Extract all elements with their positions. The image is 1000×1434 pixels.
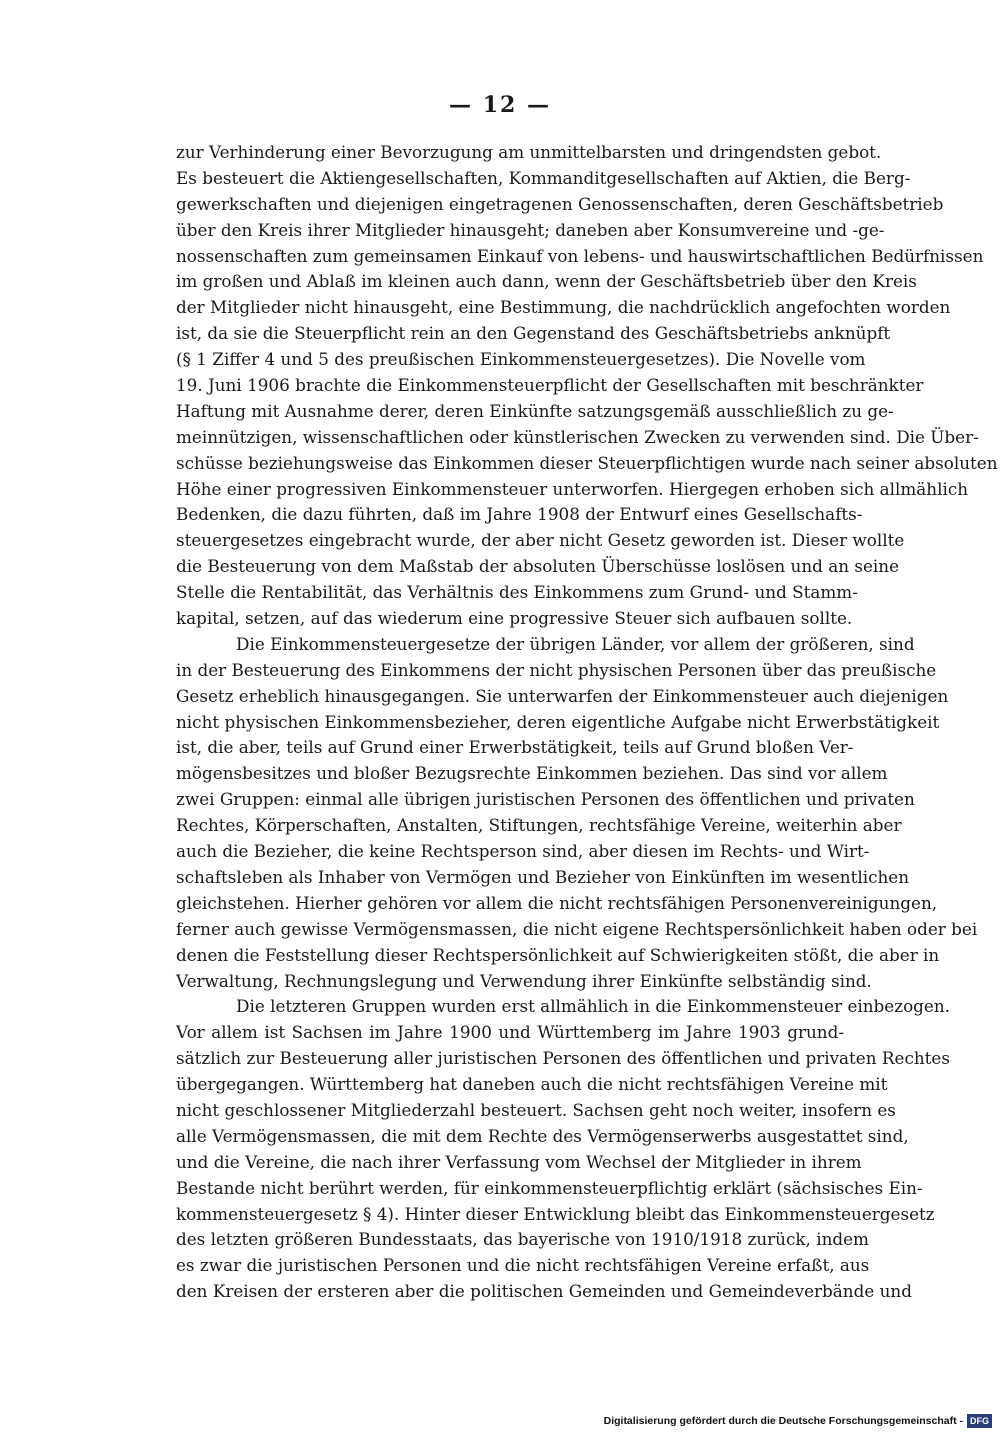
text-line: Die letzteren Gruppen wurden erst allmählich in die Einkommensteuer einbezogen. bbox=[236, 996, 950, 1017]
page-number: — 12 — bbox=[449, 92, 551, 118]
text-line: Höhe einer progressiven Einkommensteuer unterworfen. Hiergegen erhoben sich allmählich bbox=[176, 478, 969, 499]
text-line: es zwar die juristischen Personen und die nicht rechtsfähigen Vereine erfaßt, aus bbox=[176, 1255, 870, 1276]
text-line: gewerkschaften und diejenigen eingetragenen Genossenschaften, deren Geschäftsbetrieb bbox=[176, 193, 944, 214]
text-line: ist, da sie die Steuerpflicht rein an den Gegenstand des Geschäftsbetriebs anknüpft bbox=[176, 323, 891, 344]
text-line: Es besteuert die Aktiengesellschaften, Kommanditgesellschaften auf Aktien, die Berg- bbox=[176, 167, 911, 188]
text-line: auch die Bezieher, die keine Rechtsperson sind, aber diesen im Rechts- und Wirt- bbox=[176, 841, 870, 862]
digitization-credit bbox=[604, 1414, 992, 1428]
text-line: mögensbesitzes und bloßer Bezugsrechte Einkommen beziehen. Das sind vor allem bbox=[176, 763, 888, 784]
text-line: im großen und Ablaß im kleinen auch dann, wenn der Geschäftsbetrieb über den Kreis bbox=[176, 271, 917, 292]
text-line: Gesetz erheblich hinausgegangen. Sie unterwarfen der Einkommensteuer auch diejenigen bbox=[176, 685, 949, 706]
text-line: nicht geschlossener Mitgliederzahl besteuert. Sachsen geht noch weiter, insofern es bbox=[176, 1099, 896, 1120]
text-line: alle Vermögensmassen, die mit dem Rechte des Vermögenserwerbs ausgestattet sind, bbox=[176, 1125, 909, 1146]
text-line: des letzten größeren Bundesstaats, das bayerische von 1910/1918 zurück, indem bbox=[176, 1229, 869, 1250]
text-line: übergegangen. Württemberg hat daneben auch die nicht rechtsfähigen Vereine mit bbox=[176, 1074, 888, 1095]
text-line: kommensteuergesetz § 4). Hinter dieser Entwicklung bleibt das Einkommensteuergesetz bbox=[176, 1203, 935, 1224]
text-line: zwei Gruppen: einmal alle übrigen juristischen Personen des öffentlichen und privaten bbox=[176, 789, 915, 810]
dfg-logo: DFG bbox=[967, 1414, 992, 1428]
text-line: (§ 1 Ziffer 4 und 5 des preußischen Einkommensteuergesetzes). Die Novelle vom bbox=[176, 349, 866, 370]
text-line: nicht physischen Einkommensbezieher, deren eigentliche Aufgabe nicht Erwerbstätigkeit bbox=[176, 711, 940, 732]
text-line: schüsse beziehungsweise das Einkommen dieser Steuerpflichtigen wurde nach seiner absoluten bbox=[176, 452, 998, 473]
digitization-credit-text: Digitalisierung gefördert durch die Deutsche Forschungsgemeinschaft - bbox=[603, 1415, 963, 1427]
text-line: Rechtes, Körperschaften, Anstalten, Stiftungen, rechtsfähige Vereine, weiterhin aber bbox=[176, 815, 902, 836]
text-line: steuergesetzes eingebracht wurde, der aber nicht Gesetz geworden ist. Dieser wollte bbox=[176, 530, 905, 551]
text-line: gleichstehen. Hierher gehören vor allem die nicht rechtsfähigen Personenvereinigungen, bbox=[176, 892, 938, 913]
text-line: 19. Juni 1906 brachte die Einkommensteuerpflicht der Gesellschaften mit beschränkter bbox=[176, 375, 924, 396]
text-line: meinnützigen, wissenschaftlichen oder künstlerischen Zwecken zu verwenden sind. Die Über- bbox=[176, 426, 979, 447]
text-line: Bedenken, die dazu führten, daß im Jahre 1908 der Entwurf eines Gesellschafts- bbox=[176, 504, 863, 525]
text-line: nossenschaften zum gemeinsamen Einkauf von lebens- und hauswirtschaftlichen Bedürfnissen bbox=[176, 245, 984, 266]
text-line: in der Besteuerung des Einkommens der nicht physischen Personen über das preußische bbox=[176, 659, 937, 680]
text-line: der Mitglieder nicht hinausgeht, eine Bestimmung, die nachdrücklich angefochten worden bbox=[176, 297, 951, 318]
text-line: Die Einkommensteuergesetze der übrigen Länder, vor allem der größeren, sind bbox=[236, 633, 915, 654]
text-line: Verwaltung, Rechnungslegung und Verwendung ihrer Einkünfte selbständig sind. bbox=[176, 970, 872, 991]
text-line bbox=[176, 1305, 844, 1331]
text-line: Haftung mit Ausnahme derer, deren Einkünfte satzungsgemäß ausschließlich zu ge- bbox=[176, 400, 894, 421]
text-line: die Besteuerung von dem Maßstab der absoluten Überschüsse loslösen und an seine bbox=[176, 556, 900, 577]
text-line: Stelle die Rentabilität, das Verhältnis des Einkommens zum Grund- und Stamm- bbox=[176, 582, 858, 603]
text-line: den Kreisen der ersteren aber die politischen Gemeinden und Gemeindeverbände und bbox=[176, 1281, 912, 1302]
text-line: denen die Feststellung dieser Rechtspersönlichkeit auf Schwierigkeiten stößt, die aber in bbox=[176, 944, 940, 965]
text-line: ferner auch gewisse Vermögensmassen, die nicht eigene Rechtspersönlichkeit haben oder bei bbox=[176, 918, 978, 939]
text-line: Vor allem ist Sachsen im Jahre 1900 und Württemberg im Jahre 1903 grund- bbox=[176, 1022, 844, 1043]
text-line: Bestande nicht berührt werden, für einkommensteuerpflichtig erklärt (sächsisches Ein- bbox=[176, 1177, 923, 1198]
text-line: über den Kreis ihrer Mitglieder hinausgeht; daneben aber Konsumvereine und -ge- bbox=[176, 219, 885, 240]
text-line: und die Vereine, die nach ihrer Verfassung vom Wechsel der Mitglieder in ihrem bbox=[176, 1151, 862, 1172]
text-line: schaftsleben als Inhaber von Vermögen und Bezieher von Einkünften im wesentlichen bbox=[176, 866, 910, 887]
text-line: sätzlich zur Besteuerung aller juristischen Personen des öffentlichen und privaten Rechtes bbox=[176, 1048, 950, 1069]
text-line: zur Verhinderung einer Bevorzugung am unmittelbarsten und dringendsten gebot. bbox=[176, 142, 882, 162]
body-text bbox=[176, 140, 998, 1331]
text-line: kapital, setzen, auf das wiederum eine progressive Steuer sich aufbauen sollte. bbox=[176, 608, 853, 629]
text-line: ist, die aber, teils auf Grund einer Erwerbstätigkeit, teils auf Grund bloßen Ver- bbox=[176, 737, 854, 758]
